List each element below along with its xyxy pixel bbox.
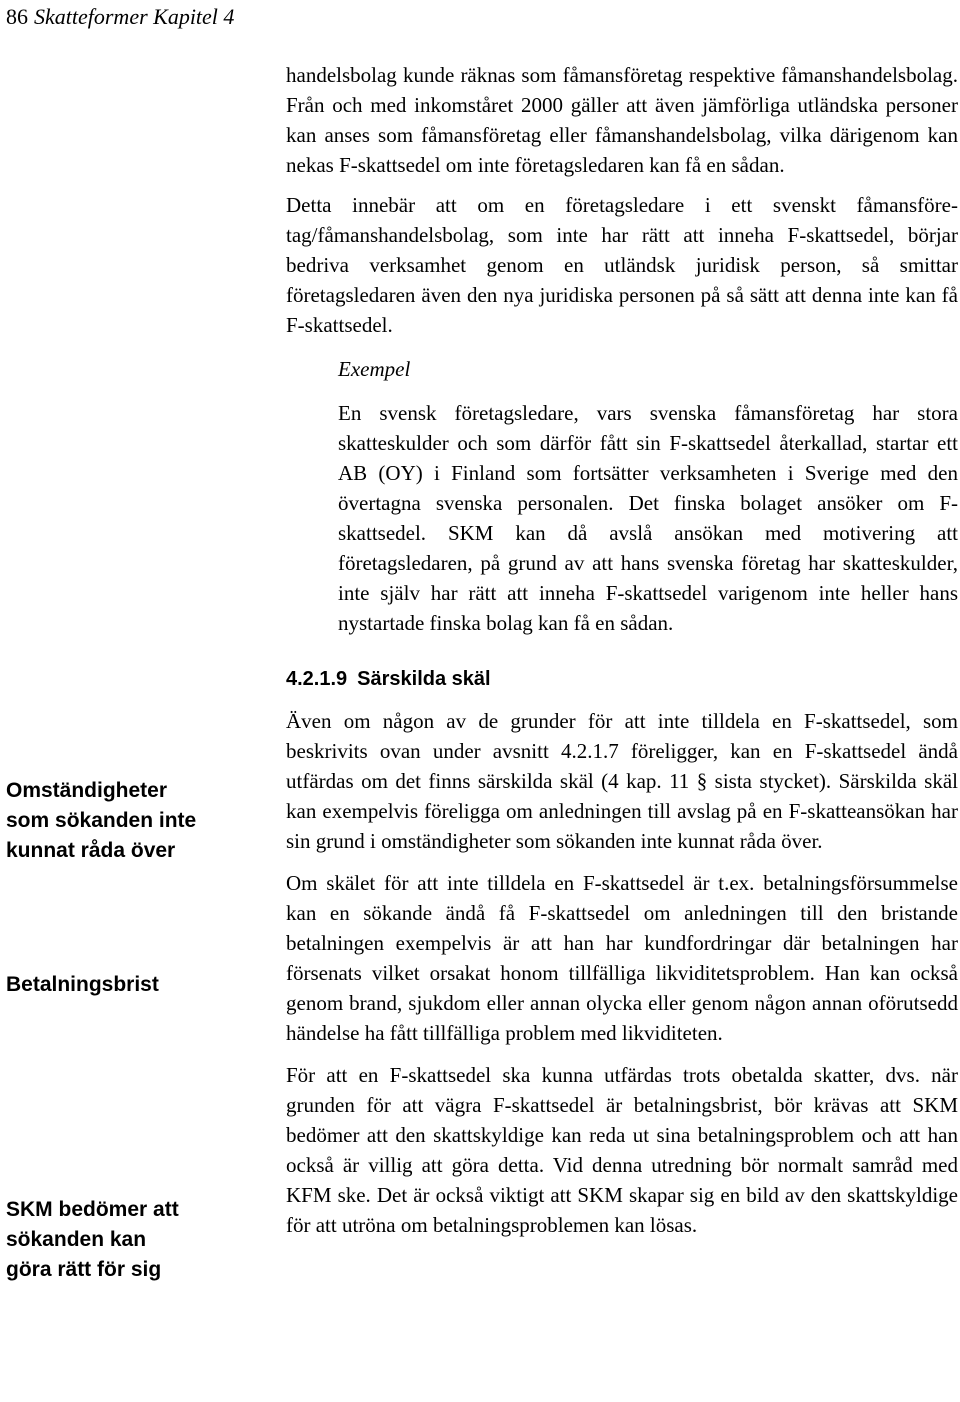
running-title: Skatteformer Kapitel 4 [34, 4, 235, 29]
paragraph-aven: Även om någon av de grunder för att inte tilldela en F-skattsedel, som beskrivits ovan under avsnitt 4.2.1.7 föreligger, kan en F-skattsedel ändå utfärdas om det finns särskilda skäl (4 kap. 11 § sista stycket). Särskilda skäl kan exempelvis föreligga om anledningen till avslag på en F-skatteansökan har sin grund i omständigheter som sökanden inte kunnat råda över. [286, 709, 958, 853]
example-block [338, 354, 958, 638]
margin-note-line: sökanden kan [6, 1228, 147, 1251]
example-text: En svensk företagsledare, vars svenska fåmansföretag har stora skatteskulder och som därför fått sin F-skattsedel återkallad, startar ett AB (OY) i Finland som fortsätter verksamheten i Sverige med den övertagna svenska personalen. Det finska bolaget ansöker om F-skattsedel. SKM kan då avslå ansökan med motivering att företagsledaren, på grund av att hans svenska företag har skatteskulder, inte själv har rätt att inneha F-skattsedel varigenom inte heller hans nystartade finska bolag kan få en sådan. [338, 401, 958, 635]
margin-note-line: Betalningsbrist [6, 973, 159, 996]
paragraph-for: För att en F-skattsedel ska kunna utfärdas trots obetalda skatter, dvs. när grunden för att vägra F-skattsedel är betalningsbrist, bör krävas att SKM bedömer att den skattskyldige kan reda ut sina betalningsproblem och att han också är villig att göra detta. Vid denna utredning bör normalt samråd med KFM ske. Det är också viktigt att SKM skapar sig en bild av den skattskyldige för att utröna om betalningsproblemen kan lösas. [286, 1063, 958, 1237]
margin-note-line: kunnat råda över [6, 839, 176, 862]
section-heading [286, 666, 958, 692]
margin-note-line: Omständigheter [6, 779, 168, 802]
example-heading: Exempel [338, 357, 411, 381]
paragraph-detta: Detta innebär att om en företagsledare i ett svenskt fåmansföretag/fåmanshandelsbolag, som inte har rätt att inneha F-skattsedel, börjar bedriva verksamhet genom en utländsk juridisk person, så smittar företagsledaren även den nya juridiska personen på så sätt att denna inte kan få F-skattsedel. [286, 193, 958, 337]
margin-note-line: göra rätt för sig [6, 1258, 162, 1281]
margin-note-betalningsbrist [6, 970, 246, 1000]
section-title: Särskilda skäl [357, 668, 491, 690]
margin-note-line: som sökanden inte [6, 809, 197, 832]
paragraph-intro: handelsbolag kunde räknas som fåmansföretag respektive fåmanshandelsbolag. Från och med inkomståret 2000 gäller att även jämförliga utländska personer kan anses som fåmansföretag eller fåmanshandelsbolag, vilka därigenom kan nekas F-skattsedel om inte företagsledaren kan få en sådan. [286, 63, 958, 177]
margin-note-omstandigheter [6, 776, 246, 866]
section-number: 4.2.1.9 [286, 668, 348, 690]
page-number: 86 [6, 4, 28, 29]
main-text [286, 60, 958, 1240]
paragraph-om: Om skälet för att inte tilldela en F-skattsedel är t.ex. betalningsförsummelse kan en sökande ändå få F-skattsedel om anledningen till den bristande betalningen exempelvis är att han har kundfordringar där betalningen har försenats vilket orsakat honom tillfälliga likviditetsproblem. Han kan också genom brand, sjukdom eller annan olycka eller genom någon annan oförutsedd händelse ha fått tillfälliga problem med likviditeten. [286, 871, 958, 1045]
margin-note-skm-bedomer [6, 1195, 246, 1285]
margin-note-line: SKM bedömer att [6, 1198, 179, 1221]
page-header [6, 3, 234, 31]
